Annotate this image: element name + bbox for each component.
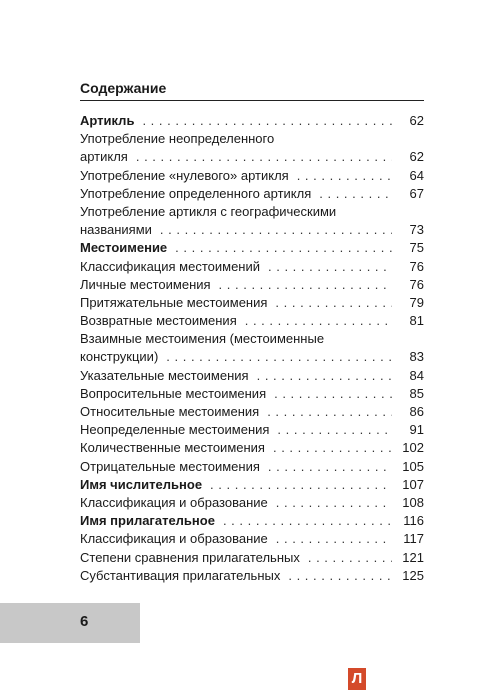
toc-leader-dots — [297, 167, 392, 185]
toc-entry — [80, 385, 424, 403]
toc-entry-page: 79 — [409, 294, 424, 310]
toc-entry — [80, 185, 424, 203]
toc-entry — [80, 494, 424, 512]
toc-entry-page: 76 — [409, 276, 424, 292]
toc-entry-title: Отрицательные местоимения — [80, 458, 260, 474]
toc-entry — [80, 476, 424, 494]
toc-entry-title: названиями — [80, 222, 152, 238]
toc-entry-page: 125 — [402, 567, 424, 583]
toc-leader-dots — [308, 549, 392, 567]
toc-entry — [80, 403, 424, 421]
toc-leader-dots — [136, 148, 392, 166]
toc-entry — [80, 458, 424, 476]
toc-entry — [80, 148, 424, 166]
toc-leader-dots — [319, 185, 392, 203]
toc-entry — [80, 112, 424, 130]
toc-entry-page: 81 — [409, 313, 424, 329]
toc-leader-dots — [160, 221, 392, 239]
toc-entry-page: 64 — [409, 167, 424, 183]
toc-entry — [80, 276, 424, 294]
toc-leader-dots — [245, 312, 392, 330]
toc-entry — [80, 203, 424, 221]
toc-leader-dots — [268, 258, 392, 276]
toc-entry-page: 102 — [402, 440, 424, 456]
toc-entry-title: артикля — [80, 149, 128, 165]
toc-entry-page: 121 — [402, 549, 424, 565]
toc-entry-page: 76 — [409, 258, 424, 274]
toc-entry-title: Субстантивация прилагательных — [80, 567, 281, 583]
toc-entry-page: 108 — [402, 494, 424, 510]
toc-entry-title: Степени сравнения прилагательных — [80, 549, 300, 565]
toc-entry-page: 105 — [402, 458, 424, 474]
toc-entry — [80, 294, 424, 312]
toc-leader-dots — [219, 276, 392, 294]
toc-entry-title: Классификация и образование — [80, 494, 268, 510]
publisher-logo-letter: Л — [351, 670, 363, 687]
toc-entry-page: 83 — [409, 349, 424, 365]
toc-entry — [80, 258, 424, 276]
toc-entry-title: Указательные местоимения — [80, 367, 249, 383]
toc-entry — [80, 567, 424, 585]
toc-entry-title: Местоимение — [80, 240, 168, 256]
toc-leader-dots — [277, 421, 392, 439]
toc-entry-title: Классификация и образование — [80, 531, 268, 547]
toc-entry-title: Имя числительное — [80, 476, 203, 492]
publisher-logo — [348, 668, 366, 690]
toc-entry-title: Употребление артикля с географическими — [80, 203, 337, 219]
toc-entry — [80, 221, 424, 239]
toc-entry — [80, 549, 424, 567]
toc-entry-title: Возвратные местоимения — [80, 313, 237, 329]
toc-entry-page: 75 — [409, 240, 424, 256]
toc-leader-dots — [210, 476, 392, 494]
toc-entry-title: Употребление неопределенного — [80, 131, 275, 147]
toc-entry — [80, 367, 424, 385]
page-number-tab — [0, 603, 140, 643]
page-title: Содержание — [80, 80, 167, 96]
toc-entry-title: Употребление определенного артикля — [80, 185, 312, 201]
toc-entry-page: 91 — [409, 422, 424, 438]
toc-entry-page: 116 — [403, 513, 424, 529]
toc-leader-dots — [142, 112, 392, 130]
toc-leader-dots — [288, 567, 392, 585]
toc-entry-title: Неопределенные местоимения — [80, 422, 270, 438]
toc-entry-title: конструкции) — [80, 349, 159, 365]
toc-entry-title: Имя прилагательное — [80, 513, 215, 529]
toc-leader-dots — [274, 385, 392, 403]
toc-entry — [80, 312, 424, 330]
toc-leader-dots — [267, 403, 392, 421]
toc-entry-page: 117 — [403, 531, 424, 547]
toc-entry-page: 62 — [409, 113, 424, 128]
toc-entry-page: 73 — [409, 222, 424, 238]
toc-entry-page: 107 — [402, 476, 424, 492]
toc-header — [80, 78, 424, 101]
toc-leader-dots — [257, 367, 392, 385]
toc-entry-page: 85 — [409, 385, 424, 401]
toc-entry-title: Притяжательные местоимения — [80, 294, 268, 310]
toc-entry-title: Взаимные местоимения (местоименные — [80, 331, 325, 347]
toc-leader-dots — [275, 294, 392, 312]
toc-entry — [80, 239, 424, 257]
toc-entry — [80, 439, 424, 457]
toc-entry — [80, 421, 424, 439]
toc-entry-page: 86 — [409, 404, 424, 419]
toc-entry-title: Относительные местоимения — [80, 404, 260, 419]
toc-entry-title: Вопросительные местоимения — [80, 385, 267, 401]
toc-entry-page: 67 — [409, 185, 424, 201]
toc-entry — [80, 330, 424, 348]
toc-leader-dots — [273, 439, 392, 457]
toc-entry — [80, 530, 424, 548]
toc-leader-dots — [223, 512, 392, 530]
toc-entry — [80, 348, 424, 366]
toc-leader-dots — [276, 530, 392, 548]
toc-leader-dots — [276, 494, 392, 512]
page-number: 6 — [80, 613, 89, 630]
table-of-contents — [80, 112, 424, 585]
toc-leader-dots — [175, 239, 392, 257]
toc-entry-title: Употребление «нулевого» артикля — [80, 167, 289, 183]
toc-entry-page: 84 — [409, 367, 424, 383]
toc-entry — [80, 167, 424, 185]
toc-entry — [80, 130, 424, 148]
toc-leader-dots — [268, 458, 392, 476]
toc-entry-title: Артикль — [80, 113, 135, 128]
toc-entry-title: Классификация местоимений — [80, 258, 261, 274]
toc-entry-page: 62 — [409, 149, 424, 165]
toc-leader-dots — [166, 348, 392, 366]
toc-entry-title: Количественные местоимения — [80, 440, 265, 456]
toc-entry — [80, 512, 424, 530]
toc-entry-title: Личные местоимения — [80, 276, 211, 292]
